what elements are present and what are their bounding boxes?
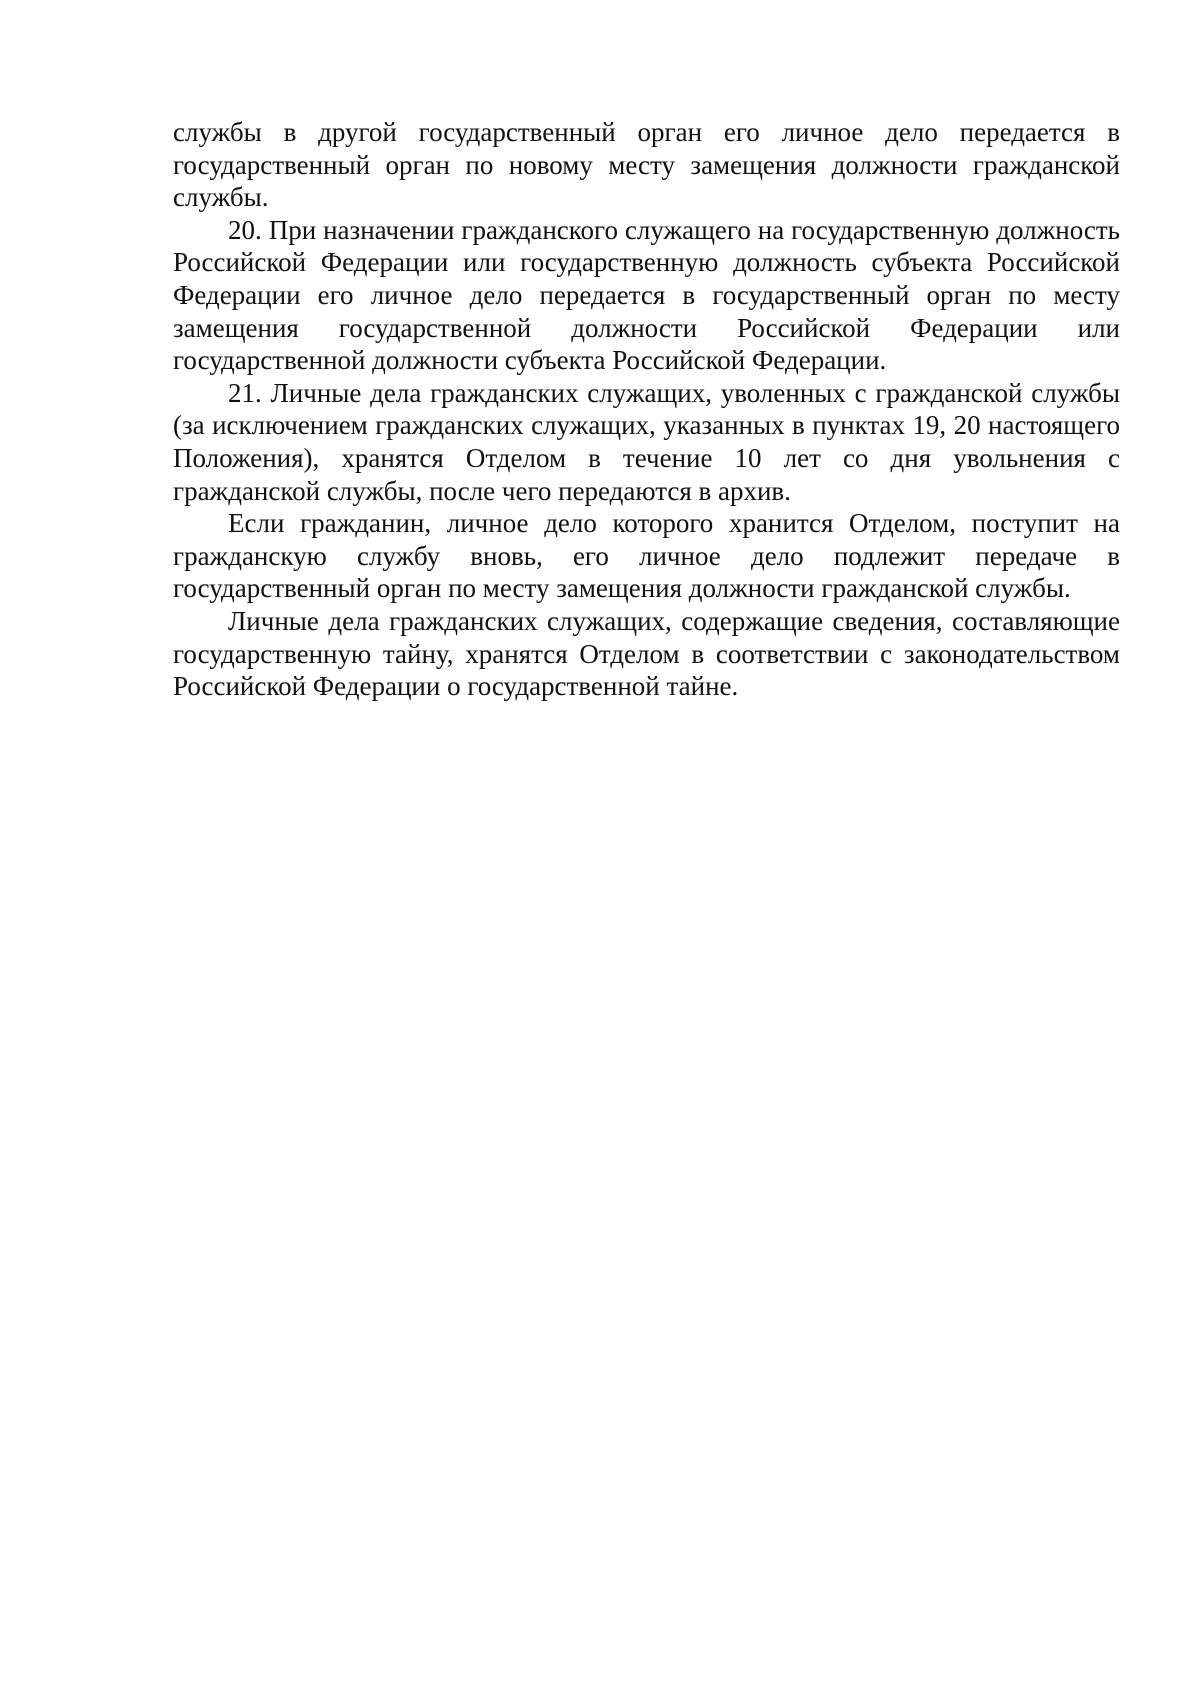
paragraph-re-entry: Если гражданин, личное дело которого хранится Отделом, поступит на гражданскую службу вновь, его личное дело подлежит передаче в государственный орган по месту замещения должности гражданской службы.	[173, 508, 1120, 604]
paragraph-state-secret: Личные дела гражданских служащих, содержащие сведения, составляющие государственную тайну, хранятся Отделом в соответствии с законодательством Российской Федерации о государственной тайне.	[173, 605, 1120, 702]
paragraph-continuation: службы в другой государственный орган его личное дело передается в государственный орган по новому месту замещения должности гражданской службы.	[173, 117, 1120, 213]
paragraph-item-21: 21. Личные дела гражданских служащих, уволенных с гражданской службы (за исключением гражданских служащих, указанных в пунктах 19, 20 настоящего Положения), хранятся Отделом в течение 10 лет со дня увольнения с гражданской службы, после чего передаются в архив.	[173, 377, 1120, 506]
paragraph-item-20: 20. При назначении гражданского служащего на государственную должность Российской Федерации или государственную должность субъекта Российской Федерации его личное дело передается в государственный орган по месту замещения государственной должности Российской Федерации или государственной должности субъекта Российской Федерации.	[173, 214, 1120, 376]
document-body	[173, 116, 1120, 703]
